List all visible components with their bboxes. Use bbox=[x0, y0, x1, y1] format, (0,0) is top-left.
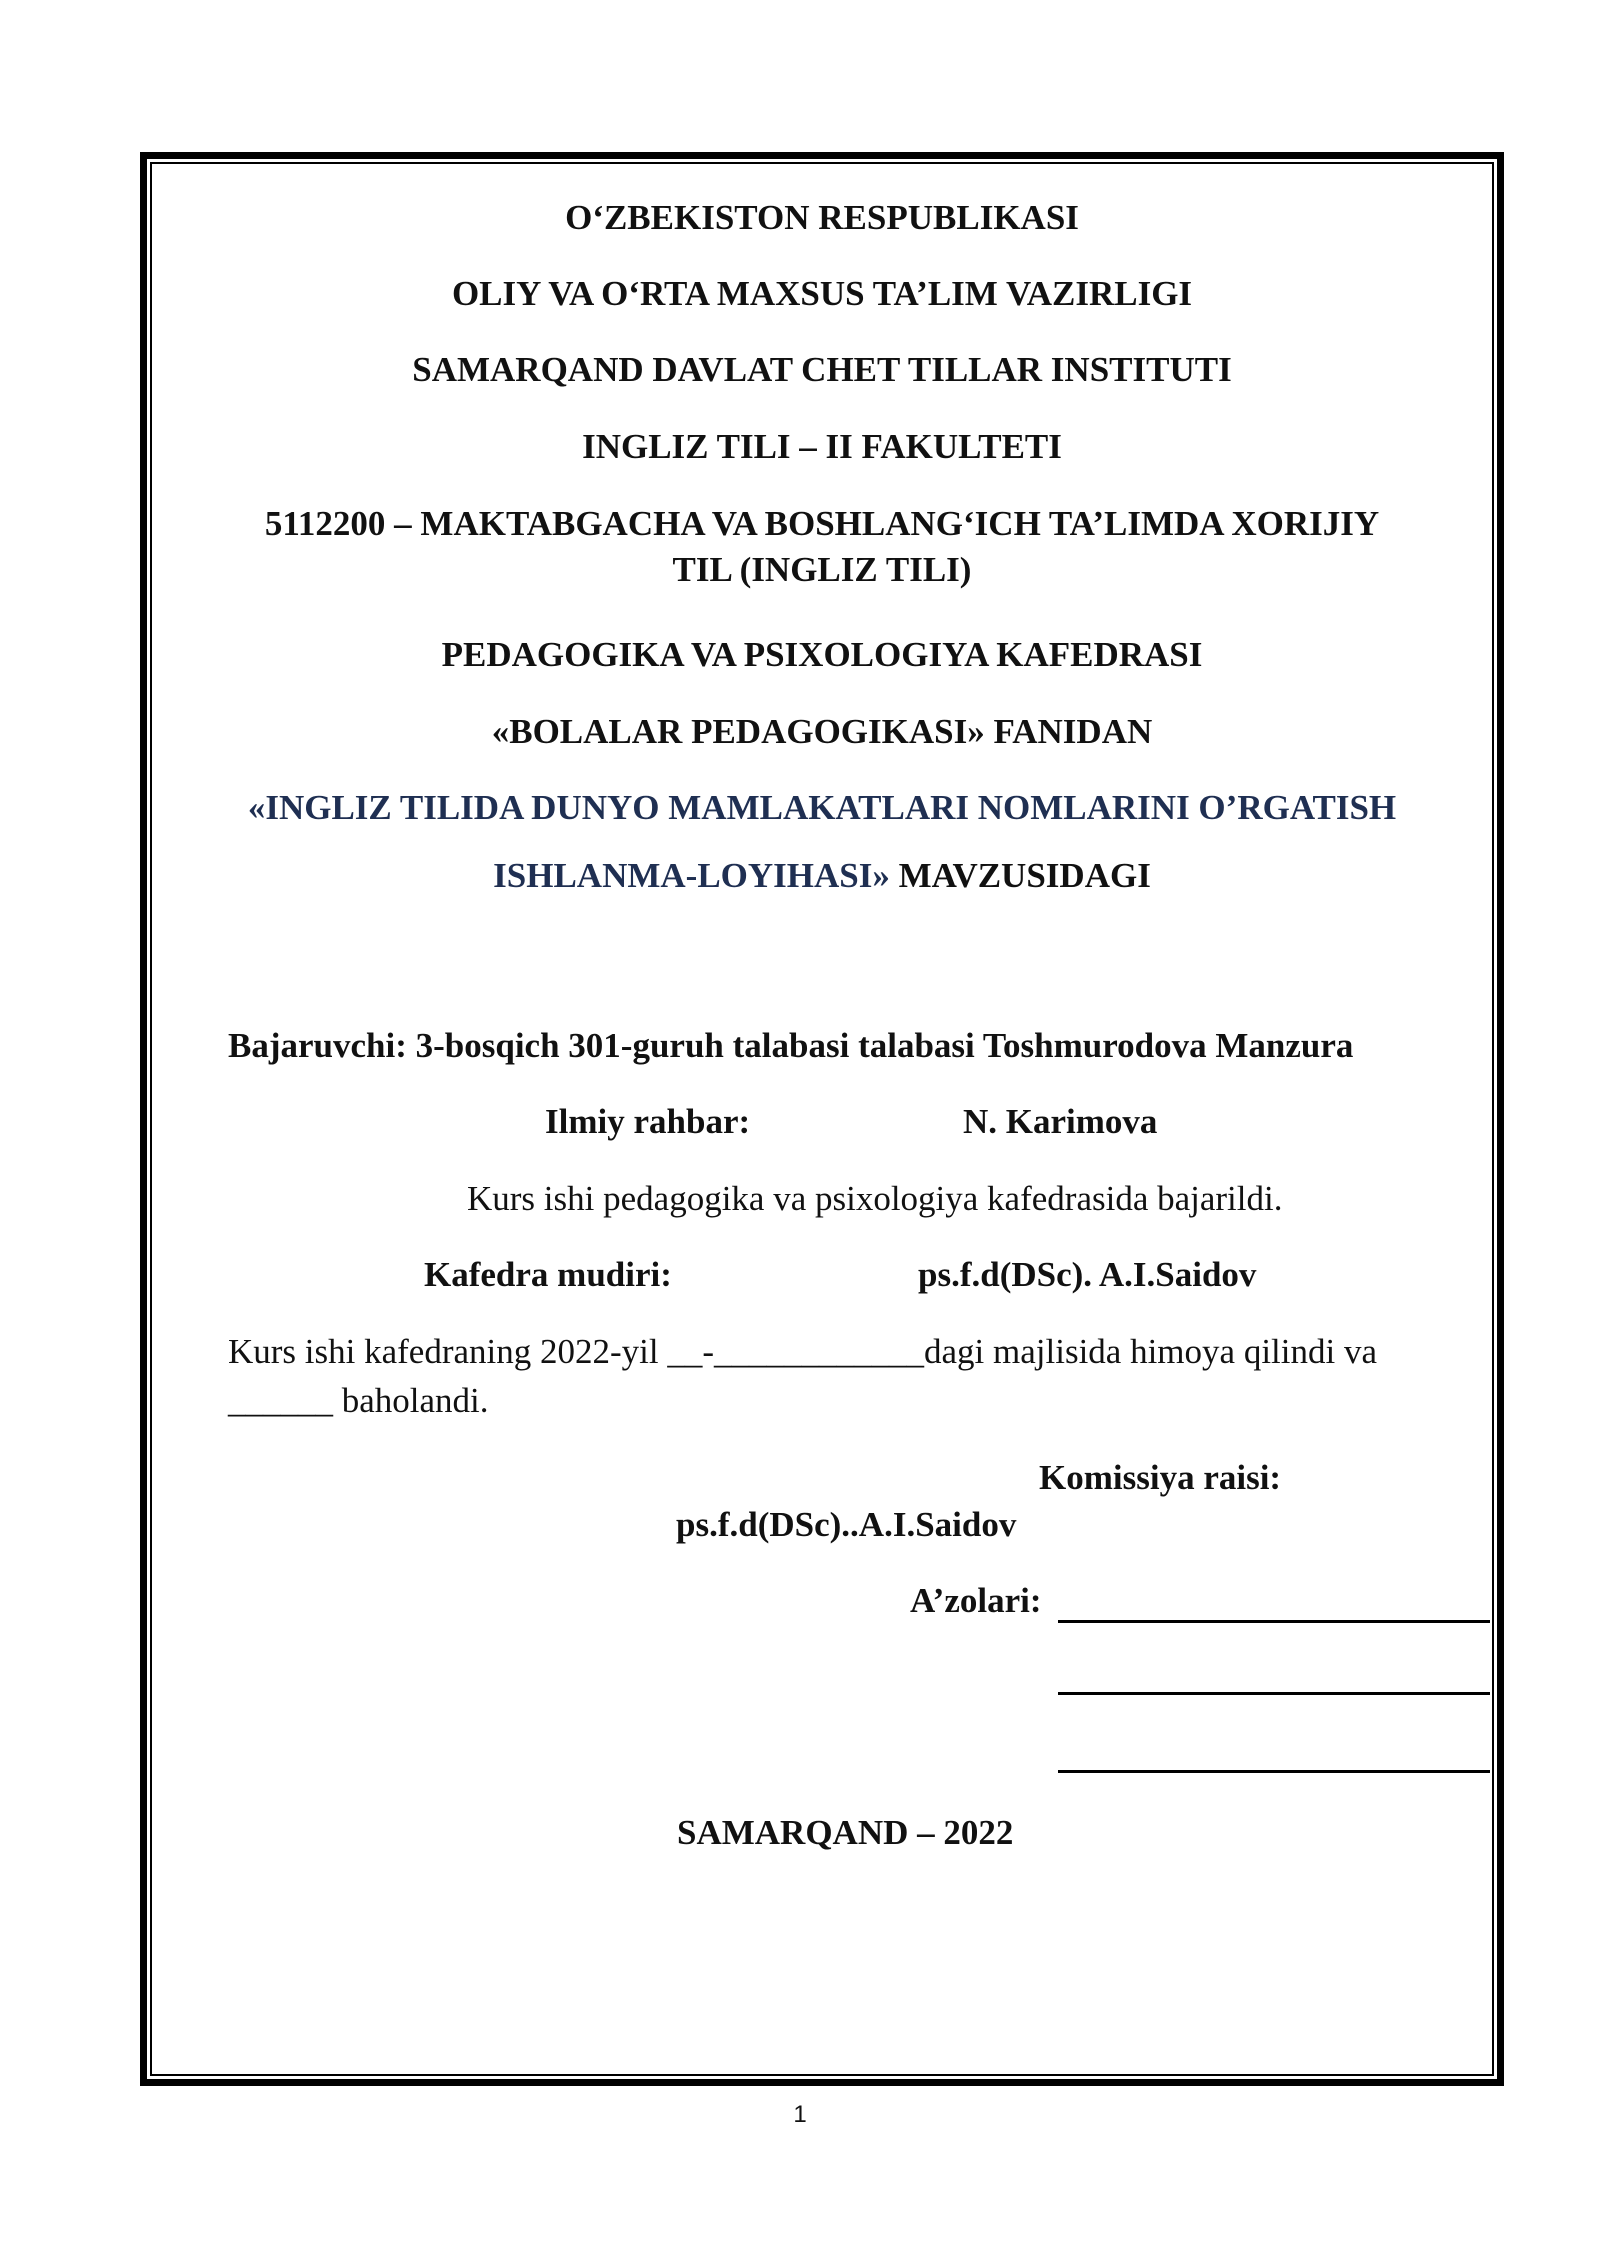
advisor-name: N. Karimova bbox=[963, 1102, 1158, 1141]
ministry-heading: OLIY VA O‘RTA MAXSUS TA’LIM VAZIRLIGI bbox=[451, 274, 1193, 313]
topic-line-2 bbox=[170, 855, 1474, 897]
member-signature-line-1 bbox=[1058, 1620, 1490, 1623]
topic-line-2-colored: ISHLANMA-LOYIHASI» bbox=[493, 856, 890, 895]
completed-note: Kurs ishi pedagogika va psixologiya kafedrasida bajarildi. bbox=[467, 1179, 1283, 1218]
head-label: Kafedra mudiri: bbox=[424, 1255, 672, 1294]
advisor-label: Ilmiy rahbar: bbox=[545, 1102, 751, 1141]
topic-line-2-rest: MAVZUSIDAGI bbox=[889, 856, 1151, 895]
defense-line-1: Kurs ishi kafedraning 2022-yil __-____________dagi majlisida himoya qilindi va bbox=[228, 1332, 1378, 1371]
member-signature-line-3 bbox=[1058, 1770, 1490, 1773]
head-name: ps.f.d(DSc). A.I.Saidov bbox=[918, 1255, 1257, 1294]
commission-label: Komissiya raisi: bbox=[1039, 1458, 1282, 1497]
faculty-heading: INGLIZ TILI – II FAKULTETI bbox=[582, 427, 1062, 466]
subject-heading: «BOLALAR PEDAGOGIKASI» FANIDAN bbox=[491, 712, 1153, 751]
city-year: SAMARQAND – 2022 bbox=[677, 1813, 1014, 1852]
performer-line: Bajaruvchi: 3-bosqich 301-guruh talabasi talabasi Toshmurodova Manzura bbox=[228, 1026, 1354, 1065]
specialty-line-1: 5112200 – MAKTABGACHA VA BOSHLANG‘ICH TA’LIMDA XORIJIY bbox=[264, 504, 1380, 543]
members-label: A’zolari: bbox=[910, 1581, 1042, 1620]
department-heading: PEDAGOGIKA VA PSIXOLOGIYA KAFEDRASI bbox=[441, 635, 1203, 674]
member-signature-line-2 bbox=[1058, 1692, 1490, 1695]
country-heading: O‘ZBEKISTON RESPUBLIKASI bbox=[565, 198, 1079, 237]
topic-line-1: «INGLIZ TILIDA DUNYO MAMLAKATLARI NOMLARINI O’RGATISH bbox=[247, 788, 1397, 827]
page-number: 1 bbox=[793, 2101, 807, 2128]
defense-line-2: ______ baholandi. bbox=[228, 1381, 489, 1420]
specialty-line-2: TIL (INGLIZ TILI) bbox=[672, 550, 972, 589]
commission-name: ps.f.d(DSc)..A.I.Saidov bbox=[676, 1505, 1017, 1544]
institute-heading: SAMARQAND DAVLAT CHET TILLAR INSTITUTI bbox=[412, 350, 1232, 389]
